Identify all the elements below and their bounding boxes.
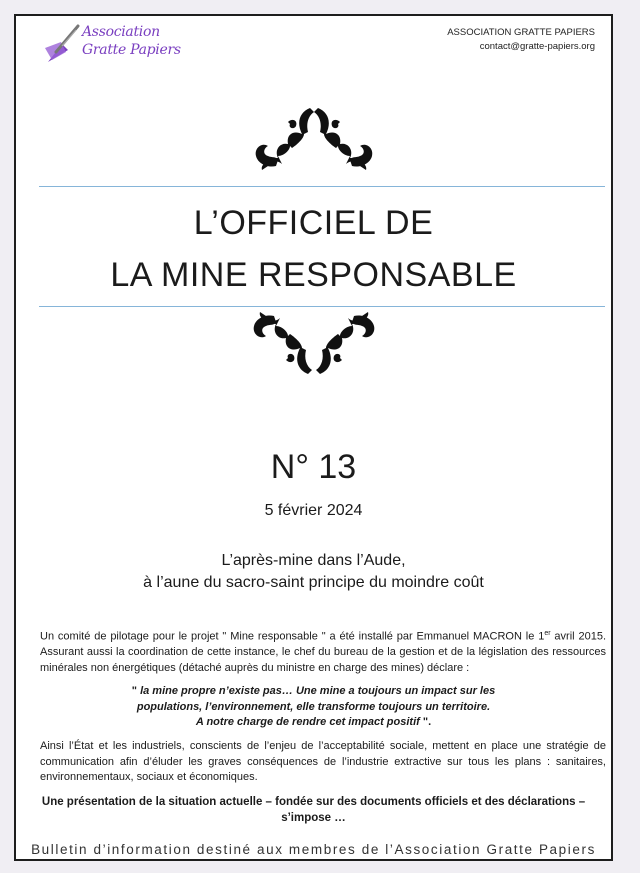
org-email: contact@gratte-papiers.org: [479, 41, 595, 52]
logo-text-line1: Association: [82, 24, 160, 40]
footer-text: Bulletin d’information destiné aux membres de l’Association Gratte Papiers: [31, 842, 596, 857]
logo-text-line2: Gratte Papiers: [82, 42, 181, 58]
emphasis-statement: [16, 794, 611, 826]
org-header: [447, 26, 595, 54]
association-logo: [42, 20, 181, 76]
quote-line3: A notre charge de rendre cet impact positif: [195, 716, 420, 728]
issue-date: 5 février 2024: [264, 502, 363, 519]
subtitle: [16, 550, 611, 594]
subtitle-line1: L’après-mine dans l’Aude,: [221, 552, 406, 569]
intro-paragraph: [40, 626, 606, 676]
bottom-rule: [39, 306, 605, 307]
bottom-ornament: [16, 312, 611, 383]
quote-line2: populations, l’environnement, elle transforme toujours un territoire.: [136, 700, 491, 713]
ordinal-superscript: er: [544, 630, 551, 637]
quote-close-mark: ".: [419, 716, 432, 728]
top-rule: [39, 186, 605, 187]
quill-icon: [42, 22, 82, 66]
quotation: [16, 684, 611, 731]
issue-number: N° 13: [270, 448, 357, 486]
document-page: [14, 14, 613, 861]
quote-line1: la mine propre n’existe pas… Une mine a toujours un impact sur les: [140, 685, 496, 697]
emphasis-line2: s’impose …: [281, 812, 346, 824]
emphasis-line1: Une présentation de la situation actuelle – fondée sur des documents officiels et des déclarations –: [41, 796, 586, 808]
quote-open-mark: ": [131, 685, 141, 697]
org-name: ASSOCIATION GRATTE PAPIERS: [447, 27, 595, 38]
title-line2: LA MINE RESPONSABLE: [110, 256, 517, 294]
top-ornament: [16, 104, 611, 179]
intro-text-start: Un comité de pilotage pour le projet " Mine responsable " a été installé par Emmanuel MACRON le 1: [40, 630, 545, 643]
intro-text-end: avril 2015. Assurant aussi la coordination de cette instance, le chef du bureau de la gestion et de la législation des ressources minérales non énergétiques (détaché auprès du ministre en charge des mines) déclare :: [40, 630, 607, 674]
subtitle-line2: à l’aune du sacro-saint principe du moindre coût: [143, 574, 484, 591]
title-line1: L’OFFICIEL DE: [193, 204, 434, 242]
context-paragraph: Ainsi l’État et les industriels, conscients de l’enjeu de l’acceptabilité sociale, mettent en place une stratégie de communication afin d’éluder les graves conséquences de l’industrie extractive sur tous les plans : sanitaires, environnementaux, sociaux et économiques.: [40, 740, 606, 783]
